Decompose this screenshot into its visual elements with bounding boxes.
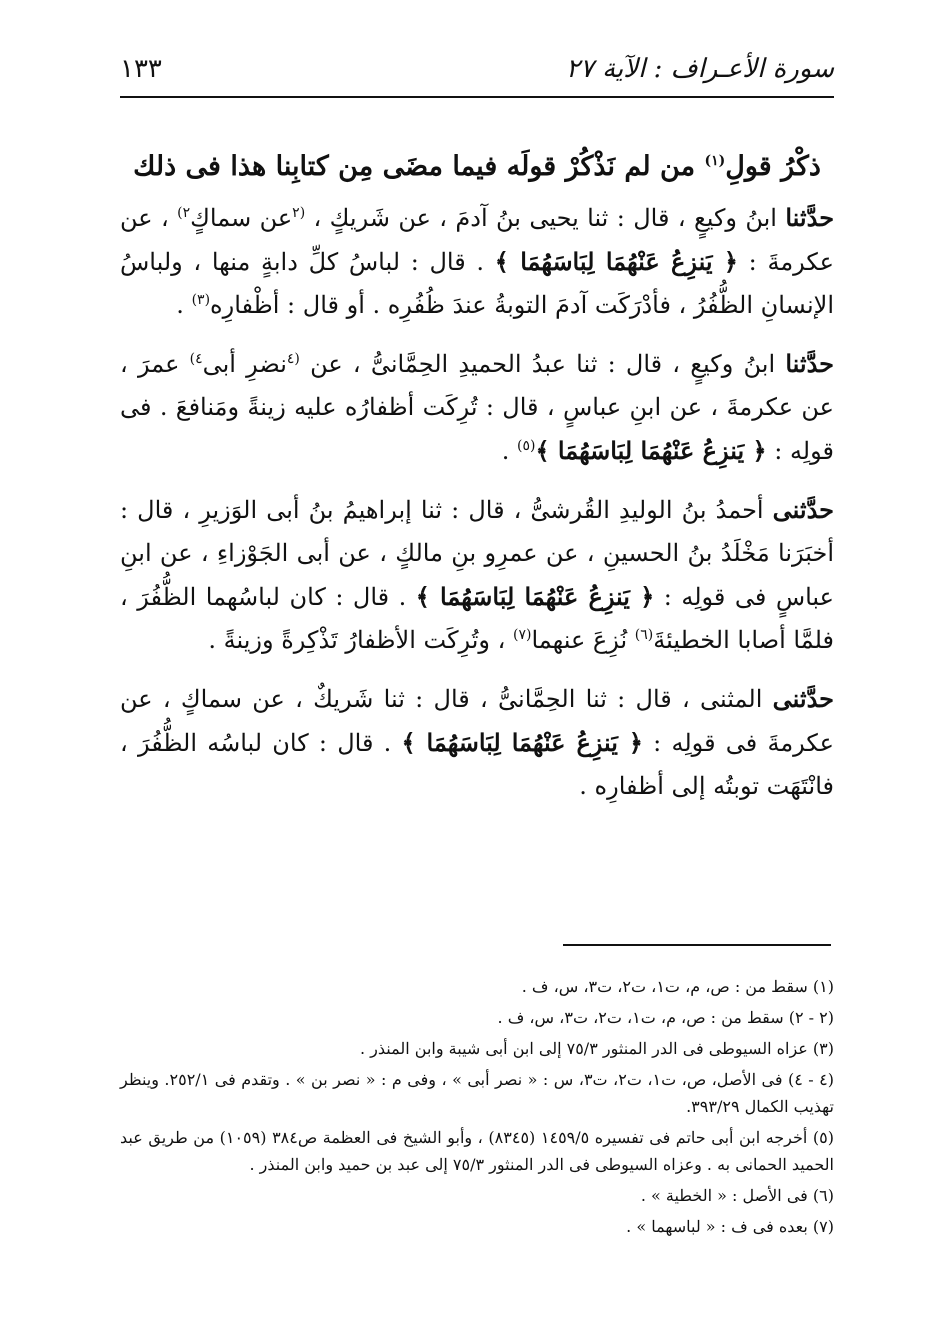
quran-quote: ﴿ يَنزِعُ عَنْهُمَا لِبَاسَهُمَا ﴾: [494, 247, 738, 276]
page-number: ١٣٣: [120, 54, 162, 84]
footnote-ref: (١): [704, 153, 726, 169]
footnote-ref: (٢: [292, 205, 306, 221]
paragraph-2: حدَّثنا ابنُ وكيعٍ ، قال : ثنا عبدُ الحميدِ الحِمَّانىُّ ، عن $^{(٤}$نضرِ أبى$^{٤)}$ عمرَ ، عن عكرمةَ ، عن ابنِ عباسٍ ، قال : تُرِكَت أظفارُه عليه زينةً ومَنافعَ . فى قولِه : ﴿ يَنزِعُ عَنْهُمَا لِبَاسَهُمَا ﴾$^{(٥)}$ .: [120, 349, 834, 465]
quran-quote: ﴿ يَنزِعُ عَنْهُمَا لِبَاسَهُمَا ﴾: [401, 728, 643, 757]
main-text: [120, 142, 834, 823]
paragraph-1: حدَّثنا ابنُ وكيعٍ ، قال : ثنا يحيى بنُ آدمَ ، عن شَريكٍ ، $^{(٢}$عن سماكٍ$^{٢)}$ ، عن عكرمةَ : ﴿ يَنزِعُ عَنْهُمَا لِبَاسَهُمَا ﴾ . قال : لباسُ كلِّ دابةٍ منها ، ولباسُ الإنسانِ الظُّفُرُ ، فأدْرَكَت آدمَ التوبةُ عندَ ظُفُرِه . أو قال : أظْفارِه$^{(٣)}$ .: [120, 203, 835, 319]
paragraph-4: حدَّثنى المثنى ، قال : ثنا الحِمَّانىُّ ، قال : ثنا شَريكٌ ، عن سماكٍ ، عن عكرمةَ فى قولِه : ﴿ يَنزِعُ عَنْهُمَا لِبَاسَهُمَا ﴾ . قال : كان لباسُه الظُّفُرَ ، فانْتَهَت توبتُه إلى أظفارِه .: [120, 684, 834, 800]
footnote-ref: (٧): [513, 627, 532, 643]
footnote-separator: [563, 944, 831, 946]
paragraph-lead: حدَّثنا: [785, 203, 835, 232]
footnote-ref: (٦): [634, 627, 654, 643]
footnote: (٦) فى الأصل : « الخطية » .: [640, 1186, 834, 1205]
paragraph-3: حدَّثنى أحمدُ بنُ الوليدِ القُرشىُّ ، قال : ثنا إبراهيمُ بنُ أبى الوَزيرِ ، قال : أخبَرَنا مَخْلَدُ بنُ الحسينِ ، عن عمرِو بنِ مالكٍ ، عن أبى الجَوْزاءِ ، عن ابنِ عباسٍ فى قولِه : ﴿ يَنزِعُ عَنْهُمَا لِبَاسَهُمَا ﴾ . قال : كان لباسُهما الظُّفُرَ ، فلمَّا أصابا الخطيئةَ$^{(٦)}$ نُزِعَ عنهما$^{(٧)}$ ، وتُرِكَت الأظفارُ تَذْكِرةً وزينةً .: [120, 495, 834, 654]
header-rule: [120, 96, 834, 98]
footnote: (٢ - ٢) سقط من : ص، م، ت١، ت٢، ت٣، س، ف .: [497, 1008, 834, 1027]
paragraph-lead: حدَّثنى: [772, 495, 834, 524]
quran-quote: ﴿ يَنزِعُ عَنْهُمَا لِبَاسَهُمَا ﴾: [415, 582, 655, 611]
paragraph-lead: حدَّثنى: [772, 684, 834, 713]
footnotes: [120, 973, 834, 1244]
footnote-ref: (٥): [517, 438, 536, 454]
footnote: (٣) عزاه السيوطى فى الدر المنثور ٧٥/٣ إلى ابن أبى شيبة وابن المنذر .: [359, 1039, 834, 1058]
chapter-heading: ذكْرُ قولِ$^{(١)}$ من لم نَذْكُرْ قولَه فيما مضَى مِن كتابِنا هذا فى ذلك: [133, 151, 821, 182]
footnote-ref: (٣): [191, 292, 211, 308]
running-header: [120, 52, 834, 92]
footnote-ref: (٤: [286, 351, 300, 367]
footnote-ref: ٤): [189, 351, 203, 367]
paragraph-lead: حدَّثنا: [785, 349, 834, 378]
footnote: (١) سقط من : ص، م، ت١، ت٢، ت٣، س، ف .: [521, 977, 834, 996]
quran-quote: ﴿ يَنزِعُ عَنْهُمَا لِبَاسَهُمَا ﴾: [535, 436, 767, 465]
running-title: سورة الأعـراف : الآية ٢٧: [565, 54, 834, 84]
footnote: (٧) بعده فى ف : « لباسهما » .: [626, 1217, 834, 1236]
footnote-ref: ٢): [177, 205, 191, 221]
footnote: (٥) أخرجه ابن أبى حاتم فى تفسيره ١٤٥٩/٥ (٨٣٤٥) ، وأبو الشيخ فى العظمة ص٣٨٤ (١٠٥٩) من طريق عبد الحميد الحمانى به . وعزاه السيوطى فى الدر المنثور ٧٥/٣ إلى عبد بن حميد وابن المنذر .: [120, 1128, 835, 1174]
footnote: (٤ - ٤) فى الأصل، ص، ت١، ت٢، ت٣، س : « نصر أبى » ، وفى م : « نصر بن » . وتقدم فى ٢٥٢/١. وينظر تهذيب الكمال ٣٩٣/٢٩.: [120, 1070, 835, 1116]
